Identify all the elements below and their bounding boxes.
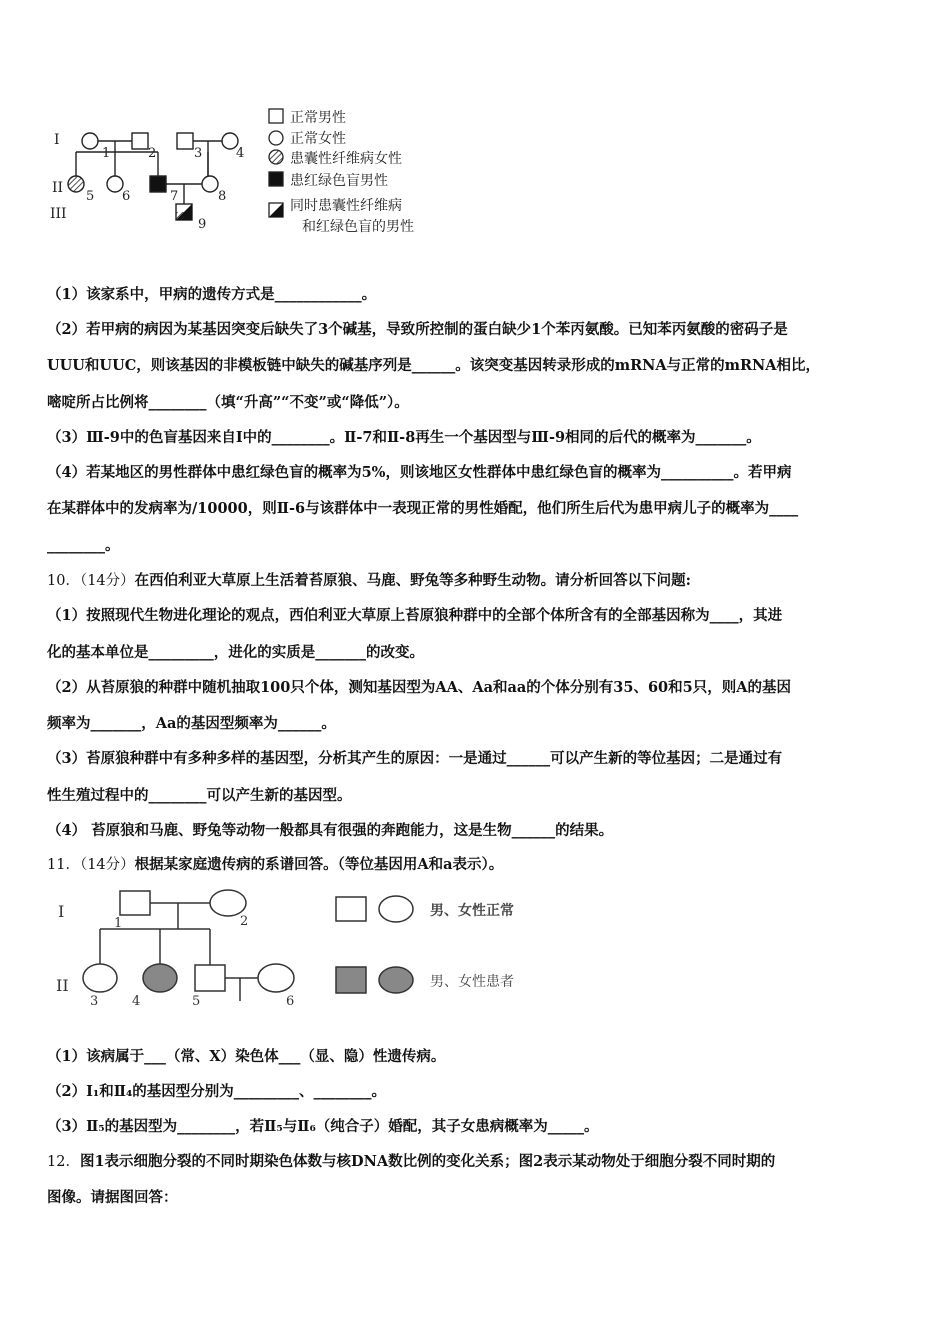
pedigree-2-svg bbox=[50, 885, 570, 1015]
legend2-normal-male-icon bbox=[336, 897, 366, 921]
q9-part4-line3: ________。 bbox=[47, 537, 120, 554]
ped2-gen-II-label: II bbox=[56, 976, 69, 995]
q10-stem: 在西伯利亚大草原上生活着苔原狼、马鹿、野兔等多种野生动物。请分析回答以下问题: bbox=[134, 572, 692, 589]
legend-cf-female-icon bbox=[269, 150, 283, 164]
ped1-id-5: 5 bbox=[86, 189, 95, 204]
ped1-I2-male bbox=[132, 133, 148, 149]
ped1-gen-I-label: I bbox=[54, 132, 60, 148]
legend2-normal-female-icon bbox=[379, 896, 413, 922]
legend-label-normal-female: 正常女性 bbox=[290, 131, 346, 147]
legend-normal-female-icon bbox=[269, 131, 283, 145]
legend2-label-affected: 男、女性患者 bbox=[430, 974, 514, 990]
q9-part4-line1: （4）若某地区的男性群体中患红绿色盲的概率为5%，则该地区女性群体中患红绿色盲的概率为__________。若甲病 bbox=[47, 464, 792, 481]
ped1-id-2: 2 bbox=[148, 146, 157, 161]
legend2-label-normal: 男、女性正常 bbox=[430, 903, 514, 919]
ped1-I1-female bbox=[82, 133, 98, 149]
q12-stem-line2: 图像。请据图回答： bbox=[47, 1189, 178, 1206]
pedigree-figure-2 bbox=[50, 885, 570, 1015]
ped1-id-1: 1 bbox=[102, 146, 111, 161]
ped1-id-9: 9 bbox=[198, 217, 207, 232]
ped1-id-8: 8 bbox=[218, 189, 227, 204]
q12-stem: 图1表示细胞分裂的不同时期染色体数与核DNA数比例的变化关系；图2表示某动物处于细胞分裂不同时期的 bbox=[79, 1153, 776, 1170]
legend-label-cf-female: 患囊性纤维病女性 bbox=[290, 151, 402, 167]
pedigree-1-svg bbox=[40, 100, 460, 240]
q12-number: 12． bbox=[47, 1154, 80, 1170]
ped2-id-3: 3 bbox=[90, 994, 99, 1009]
ped1-id-6: 6 bbox=[122, 189, 131, 204]
ped2-gen-I-label: I bbox=[58, 902, 65, 921]
q10-part3-line1: （3）苔原狼种群中有多种多样的基因型，分析其产生的原因：一是通过______可以产生新的等位基因；二是通过有 bbox=[47, 750, 783, 767]
ped2-I1-male bbox=[120, 891, 150, 915]
pedigree-figure-1 bbox=[40, 100, 460, 240]
q11-part2: （2）Ⅰ₁和Ⅱ₄的基因型分别为_________、________。 bbox=[47, 1083, 387, 1100]
q11-stem: 根据某家庭遗传病的系谱回答。（等位基因用A和a表示）。 bbox=[134, 856, 504, 873]
ped2-id-5: 5 bbox=[192, 994, 201, 1009]
q10-part3-line2: 性生殖过程中的________可以产生新的基因型。 bbox=[47, 787, 352, 804]
ped1-II5-affected-female bbox=[68, 176, 84, 192]
ped1-id-7: 7 bbox=[170, 189, 179, 204]
q10-part1-line1: （1）按照现代生物进化理论的观点，西伯利亚大草原上苔原狼种群中的全部个体所含有的全部基因称为____，其进 bbox=[47, 607, 783, 624]
ped2-id-1: 1 bbox=[114, 916, 123, 931]
q11-part3: （3）Ⅱ₅的基因型为________，若Ⅱ₅与Ⅱ₆（纯合子）婚配，其子女患病概率为_____。 bbox=[47, 1118, 599, 1135]
ped1-II8-female bbox=[202, 176, 218, 192]
q9-part1: （1）该家系中，甲病的遗传方式是____________。 bbox=[47, 286, 377, 303]
ped2-id-4: 4 bbox=[132, 994, 141, 1009]
q10-part1-line2: 化的基本单位是_________，进化的实质是_______的改变。 bbox=[47, 644, 424, 661]
q10-header bbox=[47, 571, 691, 591]
ped2-II3-female bbox=[83, 964, 117, 992]
ped1-II7-colorblind-male bbox=[150, 176, 166, 192]
ped1-id-4: 4 bbox=[236, 146, 245, 161]
ped2-II6-female bbox=[258, 964, 294, 992]
legend2-affected-female-icon bbox=[379, 967, 413, 993]
legend-label-both-1: 同时患囊性纤维病 bbox=[290, 198, 402, 214]
q9-part2-line2: UUU和UUC，则该基因的非模板链中缺失的碱基序列是______。该突变基因转录形成的mRNA与正常的mRNA相比， bbox=[47, 357, 821, 374]
q9-part3: （3）Ⅲ-9中的色盲基因来自Ⅰ中的________。Ⅱ-7和Ⅱ-8再生一个基因型与Ⅲ-9相同的后代的概率为_______。 bbox=[47, 429, 761, 446]
ped2-II5-male bbox=[195, 965, 225, 991]
ped1-II6-female bbox=[107, 176, 123, 192]
q11-part1: （1）该病属于___（常、X）染色体___（显、隐）性遗传病。 bbox=[47, 1048, 446, 1065]
ped1-gen-III-label: III bbox=[50, 206, 67, 222]
ped1-gen-II-label: II bbox=[52, 180, 64, 196]
legend-label-both-2: 和红绿色盲的男性 bbox=[302, 219, 414, 235]
legend2-affected-male-icon bbox=[336, 967, 366, 993]
ped1-id-3: 3 bbox=[194, 146, 203, 161]
q9-part2-line3: 嘧啶所占比例将________（填“升高”“不变”或“降低”）。 bbox=[47, 394, 409, 411]
q10-part4: （4） 苔原狼和马鹿、野兔等动物一般都具有很强的奔跑能力，这是生物______的结果。 bbox=[47, 822, 614, 839]
ped2-id-6: 6 bbox=[286, 994, 295, 1009]
ped2-II4-affected-female bbox=[143, 964, 177, 992]
legend-label-colorblind-male: 患红绿色盲男性 bbox=[290, 173, 388, 189]
ped2-I2-female bbox=[210, 890, 246, 916]
q9-part2-line1: （2）若甲病的病因为某基因突变后缺失了3个碱基，导致所控制的蛋白缺少1个苯丙氨酸。已知苯丙氨酸的密码子是 bbox=[47, 321, 788, 338]
q12-header bbox=[47, 1152, 775, 1172]
q11-number: 11．（14分） bbox=[47, 857, 135, 873]
legend-normal-male-icon bbox=[269, 109, 283, 123]
q10-part2-line1: （2）从苔原狼的种群中随机抽取100只个体，测知基因型为AA、Aa和aa的个体分别有35、60和5只，则A的基因 bbox=[47, 679, 791, 696]
q10-number: 10．（14分） bbox=[47, 573, 135, 589]
q11-header bbox=[47, 855, 503, 875]
q9-part4-line2: 在某群体中的发病率为/10000，则Ⅱ-6与该群体中一表现正常的男性婚配，他们所生后代为患甲病儿子的概率为____ bbox=[47, 500, 799, 517]
ped2-id-2: 2 bbox=[240, 914, 249, 929]
legend-label-normal-male: 正常男性 bbox=[290, 110, 346, 126]
legend-colorblind-male-icon bbox=[269, 172, 283, 186]
ped1-I3-male bbox=[177, 133, 193, 149]
q10-part2-line2: 频率为_______，Aa的基因型频率为______。 bbox=[47, 715, 336, 732]
